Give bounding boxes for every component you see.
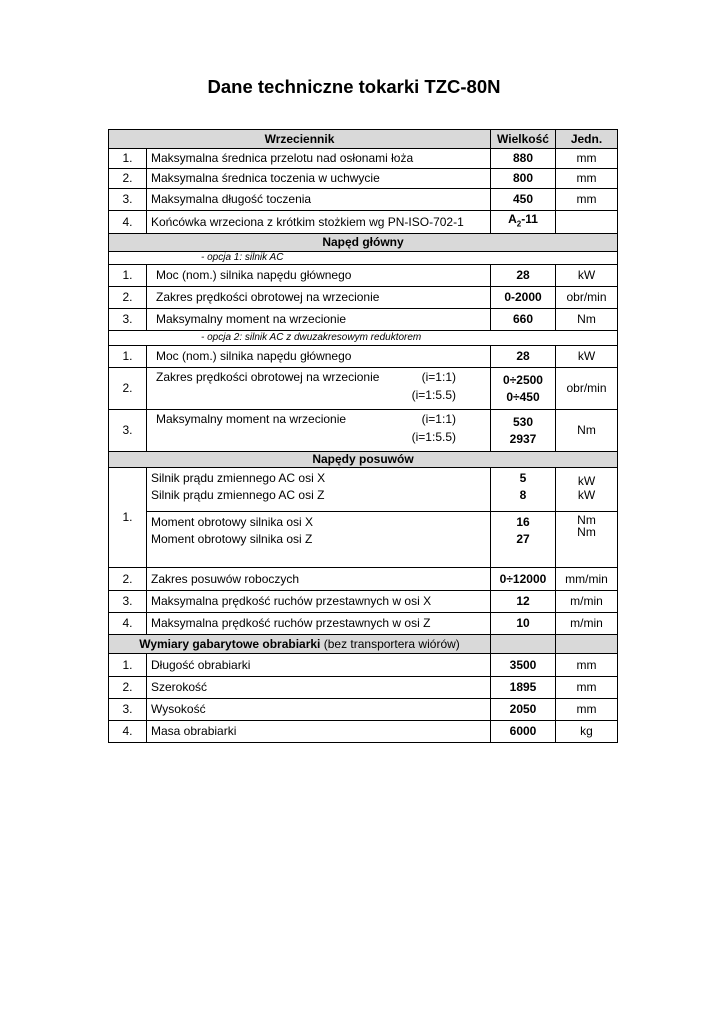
table-row xyxy=(109,287,618,309)
row-number: 2. xyxy=(109,287,147,309)
row-value-cell xyxy=(491,468,556,512)
row-number: 1. xyxy=(109,149,147,169)
row-number: 3. xyxy=(109,591,147,613)
row-number: 1. xyxy=(109,654,147,677)
row-unit: m/min xyxy=(556,591,618,613)
value-rest: -11 xyxy=(521,212,538,227)
row-value-2: 2937 xyxy=(509,431,537,446)
row-name: Maksymalna średnica toczenia w uchwycie xyxy=(147,169,491,189)
row-unit: Nm xyxy=(556,309,618,331)
row-unit-2: kW xyxy=(577,488,596,502)
row-number: 4. xyxy=(109,613,147,635)
section-title-bold: Wymiary gabarytowe obrabiarki xyxy=(139,636,321,651)
row-name-2: Moment obrotowy silnika osi Z xyxy=(151,532,313,546)
specs-table xyxy=(108,129,618,743)
row-value: 450 xyxy=(491,189,556,211)
row-number: 3. xyxy=(109,410,147,452)
option-label: - opcja 2: silnik AC z dwuzakresowym reduktorem xyxy=(109,331,618,346)
section-title: Napęd główny xyxy=(109,234,618,252)
row-value-1: 5 xyxy=(519,471,527,485)
row-name-cell xyxy=(147,468,491,512)
row-name-cell xyxy=(147,410,491,452)
row-name: Maksymalna prędkość ruchów przestawnych w osi X xyxy=(147,591,491,613)
ratio-1: (i=1:1) xyxy=(421,370,456,384)
row-number: 1. xyxy=(109,346,147,368)
header-wrzeciennik: Wrzeciennik xyxy=(109,130,491,149)
section-title-rest: (bez transportera wiórów) xyxy=(320,636,460,651)
row-value-2: 27 xyxy=(516,532,530,546)
row-unit: mm xyxy=(556,654,618,677)
row-name-cell xyxy=(147,368,491,410)
table-row xyxy=(109,677,618,699)
row-unit: mm xyxy=(556,149,618,169)
row-name: Maksymalny moment na wrzecionie xyxy=(156,412,347,426)
table-row xyxy=(109,410,618,452)
row-unit-cell xyxy=(556,512,618,568)
row-unit: mm xyxy=(556,677,618,699)
table-row xyxy=(109,468,618,512)
row-number: 1. xyxy=(109,265,147,287)
row-value: 2050 xyxy=(491,699,556,721)
row-value-1: 530 xyxy=(512,414,534,429)
table-row xyxy=(109,211,618,234)
row-name: Moc (nom.) silnika napędu głównego xyxy=(147,265,491,287)
row-unit: mm xyxy=(556,189,618,211)
row-unit: m/min xyxy=(556,613,618,635)
row-name: Długość obrabiarki xyxy=(147,654,491,677)
row-unit: kg xyxy=(556,721,618,743)
row-name: Masa obrabiarki xyxy=(147,721,491,743)
ratio-1: (i=1:1) xyxy=(421,412,456,426)
row-name: Maksymalna długość toczenia xyxy=(147,189,491,211)
row-number: 2. xyxy=(109,169,147,189)
row-value-2: 8 xyxy=(519,488,527,502)
row-name-1: Moment obrotowy silnika osi X xyxy=(151,515,314,529)
table-row xyxy=(109,368,618,410)
row-value-cell xyxy=(491,410,556,452)
row-name: Końcówka wrzeciona z krótkim stożkiem wg PN-ISO-702-1 xyxy=(147,211,491,234)
row-number: 4. xyxy=(109,721,147,743)
row-unit-2: Nm xyxy=(577,525,596,539)
table-row xyxy=(109,189,618,211)
row-name: Szerokość xyxy=(147,677,491,699)
ratio-2: (i=1:5.5) xyxy=(411,430,456,444)
row-number: 4. xyxy=(109,211,147,234)
row-name: Zakres posuwów roboczych xyxy=(147,568,491,591)
table-row xyxy=(109,721,618,743)
row-value: 28 xyxy=(491,346,556,368)
row-unit: kW xyxy=(556,265,618,287)
section-row-wymiary xyxy=(109,635,618,654)
row-unit: obr/min xyxy=(556,368,618,410)
row-value: 6000 xyxy=(491,721,556,743)
option-label: - opcja 1: silnik AC xyxy=(109,252,618,265)
table-row xyxy=(109,265,618,287)
page-title: Dane techniczne tokarki TZC-80N xyxy=(207,76,501,97)
row-unit: obr/min xyxy=(556,287,618,309)
row-value-2: 0÷450 xyxy=(506,389,540,404)
table-row xyxy=(109,149,618,169)
table-row xyxy=(109,699,618,721)
table-row xyxy=(109,613,618,635)
row-name: Maksymalna średnica przelotu nad osłonami łoża xyxy=(147,149,491,169)
row-value: 1895 xyxy=(491,677,556,699)
row-number: 3. xyxy=(109,189,147,211)
row-unit: Nm xyxy=(556,410,618,452)
row-name: Maksymalna prędkość ruchów przestawnych w osi Z xyxy=(147,613,491,635)
table-row xyxy=(109,512,618,568)
table-row xyxy=(109,346,618,368)
section-row-naped-glowny xyxy=(109,234,618,252)
row-unit: kW xyxy=(556,346,618,368)
value-subscript: 2 xyxy=(516,219,522,229)
table-row xyxy=(109,169,618,189)
section-title xyxy=(109,635,491,654)
row-value: 10 xyxy=(491,613,556,635)
row-number: 2. xyxy=(109,368,147,410)
row-number: 2. xyxy=(109,677,147,699)
row-value-cell xyxy=(491,512,556,568)
table-row xyxy=(109,568,618,591)
row-unit xyxy=(556,211,618,234)
row-number: 2. xyxy=(109,568,147,591)
section-empty-cell xyxy=(556,635,618,654)
ratio-2: (i=1:5.5) xyxy=(411,388,456,402)
table-row xyxy=(109,309,618,331)
row-value: 660 xyxy=(491,309,556,331)
row-value: 880 xyxy=(491,149,556,169)
row-unit: mm/min xyxy=(556,568,618,591)
section-row-napedy-posuwow xyxy=(109,452,618,468)
header-unit: Jedn. xyxy=(556,130,618,149)
option-row xyxy=(109,331,618,346)
row-name: Moc (nom.) silnika napędu głównego xyxy=(147,346,491,368)
section-empty-cell xyxy=(491,635,556,654)
row-value: 28 xyxy=(491,265,556,287)
section-title: Napędy posuwów xyxy=(109,452,618,468)
row-unit: mm xyxy=(556,169,618,189)
row-value: 0-2000 xyxy=(491,287,556,309)
row-unit-1: kW xyxy=(577,474,596,488)
row-unit-cell xyxy=(556,468,618,512)
option-row xyxy=(109,252,618,265)
table-row xyxy=(109,591,618,613)
row-number: 3. xyxy=(109,309,147,331)
row-value: 3500 xyxy=(491,654,556,677)
row-name: Maksymalny moment na wrzecionie xyxy=(147,309,491,331)
value-main: A xyxy=(508,212,517,227)
row-name: Wysokość xyxy=(147,699,491,721)
row-value-cell xyxy=(491,368,556,410)
row-unit: mm xyxy=(556,699,618,721)
row-value: 12 xyxy=(491,591,556,613)
row-value xyxy=(491,211,556,234)
row-number: 3. xyxy=(109,699,147,721)
row-name-cell xyxy=(147,512,491,568)
row-name: Zakres prędkości obrotowej na wrzecionie xyxy=(147,287,491,309)
row-name-2: Silnik prądu zmiennego AC osi Z xyxy=(151,488,325,502)
row-value-1: 16 xyxy=(516,515,530,529)
row-value: 0÷12000 xyxy=(491,568,556,591)
row-number: 1. xyxy=(109,468,147,568)
row-value: 800 xyxy=(491,169,556,189)
header-value: Wielkość xyxy=(491,130,556,149)
row-name-1: Silnik prądu zmiennego AC osi X xyxy=(151,471,326,485)
row-value-1: 0÷2500 xyxy=(503,372,543,387)
table-row xyxy=(109,654,618,677)
row-name: Zakres prędkości obrotowej na wrzecionie xyxy=(156,370,380,384)
table-header-row xyxy=(109,130,618,149)
row-unit-1: Nm xyxy=(577,513,596,527)
